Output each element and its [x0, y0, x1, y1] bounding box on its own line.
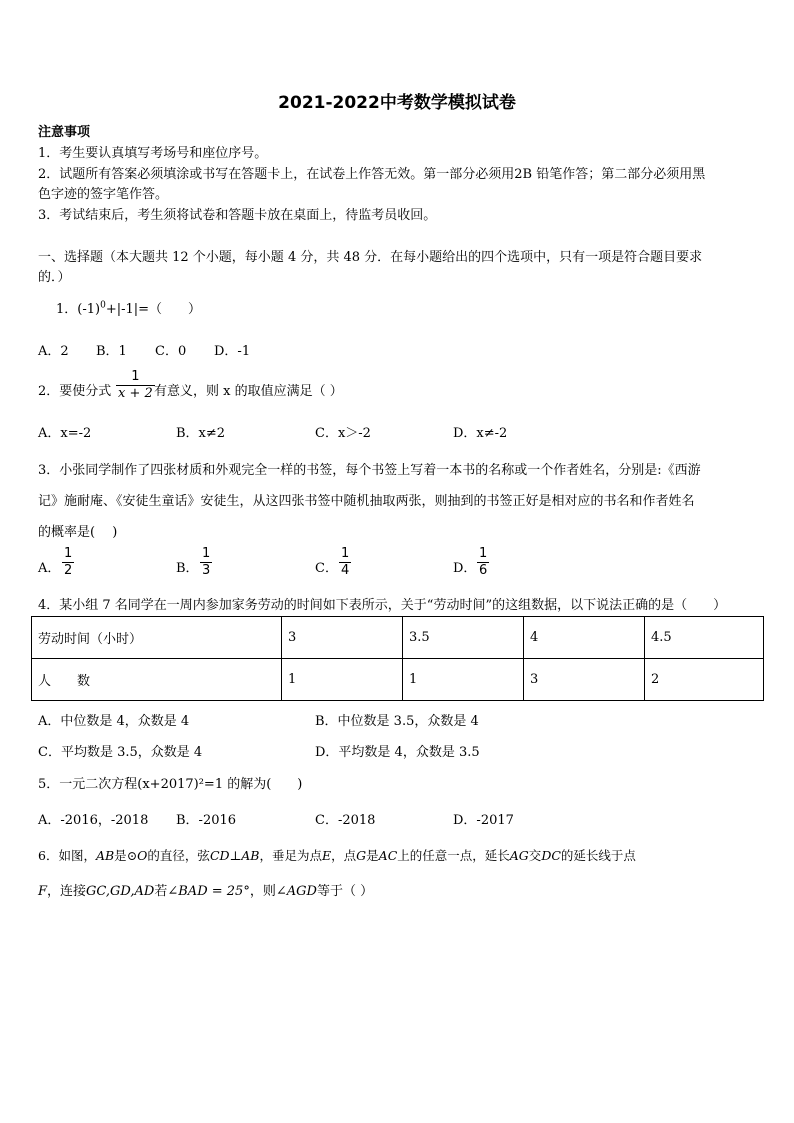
- q6-stem-line2: [38, 880, 373, 899]
- q6-math: AG: [509, 848, 529, 863]
- q6-text: 若: [154, 884, 168, 899]
- q6-text: 交: [528, 848, 542, 863]
- q5-option-a: A．-2016，-2018: [38, 813, 149, 828]
- q6-text: ，点: [331, 848, 357, 863]
- q1-option-d: D．-1: [214, 344, 251, 359]
- table-row: [32, 617, 764, 659]
- q3-option-a-fraction: [62, 546, 74, 579]
- q6-math: ⊙O: [126, 848, 148, 863]
- q3-option-c-label: C．: [315, 561, 338, 576]
- notice-item: 色字迹的签字笔作答。: [38, 187, 169, 202]
- q1-stem-base: 1．(-1): [56, 302, 101, 317]
- q3-option-c-fraction: [339, 546, 351, 579]
- q6-text: 等于（ ）: [316, 884, 374, 899]
- q4-option-c: C．平均数是 3.5，众数是 4: [38, 745, 203, 760]
- q3-b-num: 1: [202, 546, 211, 561]
- table-cell: 4: [524, 617, 645, 659]
- q4-stem: 4．某小组 7 名同学在一周内参加家务劳动的时间如下表所示，关于“劳动时间”的这组数据，以下说法正确的是（ ）: [38, 598, 727, 613]
- q1-stem: [56, 298, 201, 317]
- section-heading-cont: 的．）: [38, 270, 71, 285]
- q3-option-d-label: D．: [453, 561, 477, 576]
- q3-a-den: 2: [64, 563, 73, 578]
- q2-option-d: D．x≠-2: [453, 426, 508, 441]
- q6-math: G: [356, 848, 367, 863]
- q2-frac-den: x + 2: [118, 386, 153, 401]
- table-cell: 人 数: [32, 659, 282, 701]
- table-cell: 3.5: [403, 617, 524, 659]
- q3-b-den: 3: [202, 563, 211, 578]
- page-title: 2021-2022中考数学模拟试卷: [278, 93, 516, 113]
- q6-text: ，则: [249, 884, 276, 899]
- q6-math: AB: [95, 848, 115, 863]
- notice-item: 1．考生要认真填写考场号和座位序号。: [38, 146, 268, 161]
- q2-frac-num: 1: [131, 369, 140, 384]
- q6-stem-line1: [38, 846, 636, 864]
- table-cell: 劳动时间（小时）: [32, 617, 282, 659]
- q6-math: ∠BAD = 25°: [167, 884, 250, 899]
- notice-item: 2．试题所有答案必须填涂或书写在答题卡上，在试卷上作答无效。第一部分必须用2B 铅笔作答；第二部分必须用黑: [38, 167, 706, 182]
- q1-stem-rest: +|-1|=（ ）: [105, 302, 202, 317]
- q6-math: GC,GD,AD: [86, 884, 155, 899]
- q6-math: CD⊥AB: [209, 848, 260, 863]
- q6-math: AC: [378, 848, 398, 863]
- table-row: [32, 659, 764, 701]
- q6-text: 的直径，弦: [147, 848, 210, 863]
- q3-c-den: 4: [341, 563, 350, 578]
- q1-option-b: B．1: [96, 344, 127, 359]
- q2-prefix: 2．要使分式: [38, 384, 112, 399]
- q1-option-a: A．2: [38, 344, 69, 359]
- table-cell: 1: [403, 659, 524, 701]
- q3-stem-line: 的概率是( ): [38, 525, 118, 540]
- q2-fraction: [116, 369, 155, 402]
- q3-option-b-label: B．: [176, 561, 199, 576]
- q6-math: ∠AGD: [275, 884, 317, 899]
- q4-table: [31, 616, 764, 701]
- q6-text: 的延长线于点: [560, 848, 636, 863]
- table-cell: 4.5: [645, 617, 764, 659]
- q3-d-den: 6: [479, 563, 488, 578]
- table-cell: 3: [282, 617, 403, 659]
- table-cell: 2: [645, 659, 764, 701]
- q6-text: 上的任意一点，延长: [397, 848, 510, 863]
- q3-option-b-fraction: [200, 546, 212, 579]
- q6-text: 是: [366, 848, 379, 863]
- q5-option-b: B．-2016: [176, 813, 237, 828]
- q5-option-d: D．-2017: [453, 813, 514, 828]
- q2-option-c: C．x＞-2: [315, 426, 371, 441]
- q2-suffix: 有意义，则 x 的取值应满足（ ）: [154, 384, 343, 399]
- q6-math: F: [38, 884, 48, 899]
- q5-option-c: C．-2018: [315, 813, 376, 828]
- notice-item: 3．考试结束后，考生须将试卷和答题卡放在桌面上，待监考员收回。: [38, 208, 437, 223]
- table-cell: 1: [282, 659, 403, 701]
- q4-option-b: B．中位数是 3.5，众数是 4: [315, 714, 479, 729]
- notice-heading: 注意事项: [38, 125, 91, 140]
- q1-sup: 0: [100, 300, 106, 311]
- q3-a-num: 1: [64, 546, 73, 561]
- section-heading: 一、选择题（本大题共 12 个小题，每小题 4 分，共 48 分．在每小题给出的四个选项中，只有一项是符合题目要求: [38, 250, 703, 265]
- q3-c-num: 1: [341, 546, 350, 561]
- q2-option-b: B．x≠2: [176, 426, 226, 441]
- q3-d-num: 1: [479, 546, 488, 561]
- q4-option-d: D．平均数是 4，众数是 3.5: [315, 745, 480, 760]
- q4-option-a: A．中位数是 4，众数是 4: [38, 714, 190, 729]
- q5-stem: 5．一元二次方程(x+2017)²=1 的解为( ): [38, 777, 303, 792]
- q6-text: ，连接: [47, 884, 87, 899]
- q1-option-c: C．0: [155, 344, 187, 359]
- q3-stem-line: 3．小张同学制作了四张材质和外观完全一样的书签，每个书签上写着一本书的名称或一个作者姓名，分别是:《西游: [38, 463, 701, 478]
- q6-math: DC: [541, 848, 561, 863]
- q6-math: E: [322, 848, 332, 863]
- q6-text: 6．如图，: [38, 848, 96, 863]
- q6-text: 是: [114, 848, 127, 863]
- q6-text: ，垂足为点: [259, 848, 323, 863]
- q3-option-d-fraction: [477, 546, 489, 579]
- q3-stem-line: 记》施耐庵、《安徒生童话》安徒生，从这四张书签中随机抽取两张，则抽到的书签正好是相对应的书名和作者姓名: [38, 494, 695, 509]
- q2-option-a: A．x=-2: [38, 426, 92, 441]
- q3-option-a-label: A．: [38, 561, 61, 576]
- table-cell: 3: [524, 659, 645, 701]
